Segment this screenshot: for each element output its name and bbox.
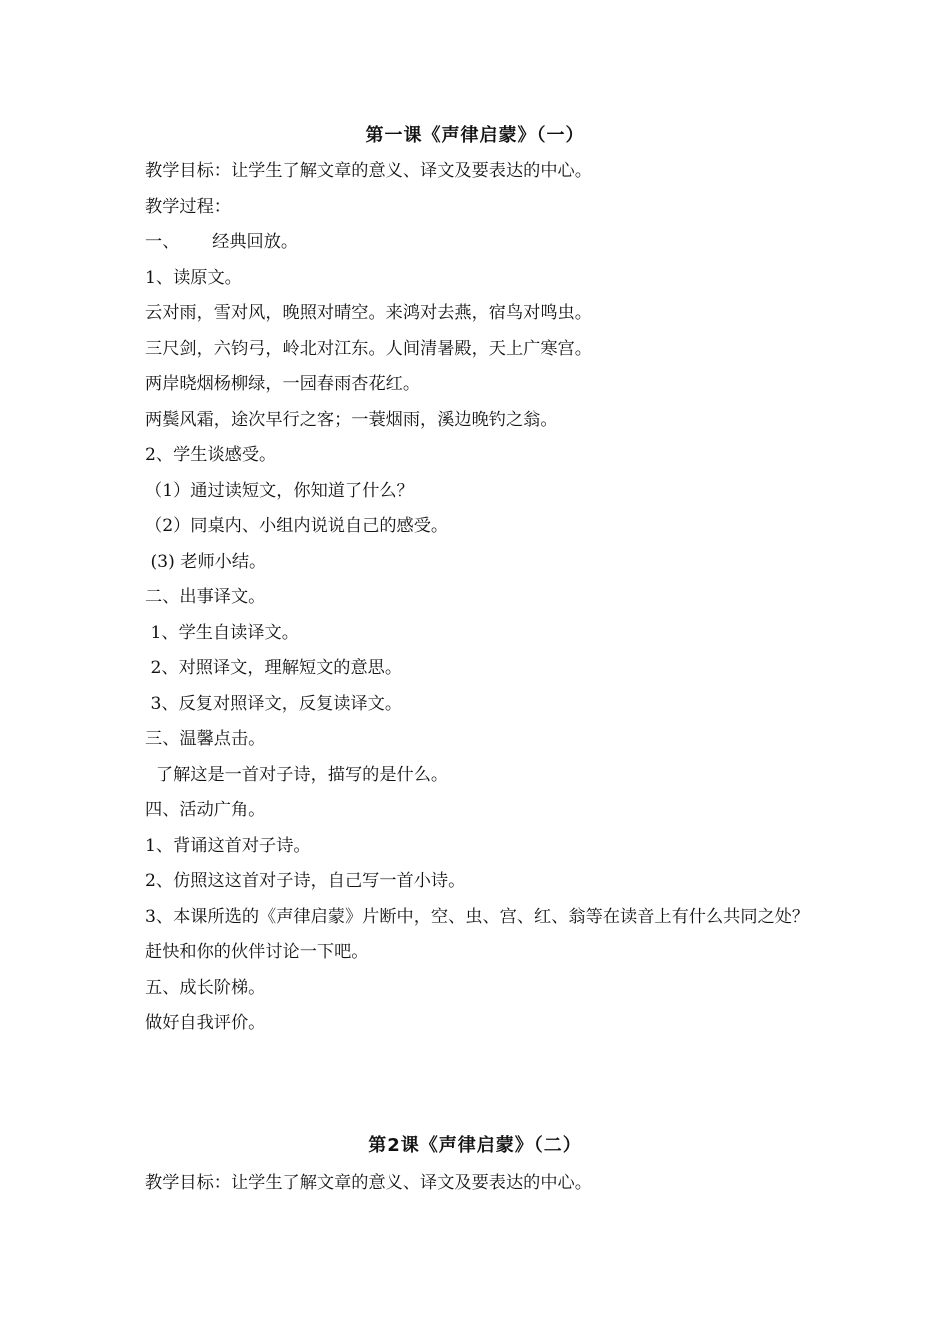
text-line: 三尺剑，六钧弓，岭北对江东。人间清暑殿，天上广寒宫。 [145,338,592,359]
text-line: 3、本课所选的《声律启蒙》片断中，空、虫、宫、红、翁等在读音上有什么共同之处？ [145,906,810,927]
text-line: 1、背诵这首对子诗。 [145,835,311,856]
text-line: 两鬓风霜，途次早行之客；一蓑烟雨，溪边晚钓之翁。 [145,409,558,430]
text-line: 3、反复对照译文，反复读译文。 [145,693,403,714]
text-line: 云对雨，雪对风，晚照对晴空。来鸿对去燕，宿鸟对鸣虫。 [145,303,592,323]
text-line: （1）通过读短文，你知道了什么？ [145,480,414,501]
text-line: 2、对照译文，理解短文的意思。 [145,658,403,678]
text-line: 二、出事译文。 [145,587,266,607]
text-line: （2）同桌内、小组内说说自己的感受。 [145,516,449,536]
text-line: 1、读原文。 [145,267,242,288]
text-line: 四、活动广角。 [145,800,266,820]
text-line: 教学过程： [145,196,231,217]
text-line: (3) 老师小结。 [145,551,267,572]
text-line: 教学目标：让学生了解文章的意义、译文及要表达的中心。 [145,161,592,181]
text-line: 两岸晓烟杨柳绿，一园春雨杏花红。 [145,374,421,394]
text-line: 五、成长阶梯。 [145,977,266,998]
text-line: 2、学生谈感受。 [145,445,277,465]
lesson-1-body [145,158,845,1046]
text-line: 了解这是一首对子诗，描写的是什么。 [145,764,449,785]
text-line: 1、学生自读译文。 [145,622,299,643]
text-line: 做好自我评价。 [145,1013,266,1033]
text-line: 教学目标：让学生了解文章的意义、译文及要表达的中心。 [145,1173,592,1193]
text-line: 三、温馨点击。 [145,729,266,749]
text-line: 一、 经典回放。 [145,232,299,252]
lesson-2-title: 第2课《声律启蒙》（二） [368,1135,582,1156]
lesson-1-title: 第一课《声律启蒙》（一） [365,125,585,146]
text-line: 赶快和你的伙伴讨论一下吧。 [145,942,369,962]
lesson-2-body [145,1170,845,1206]
text-line: 2、仿照这这首对子诗，自己写一首小诗。 [145,871,466,891]
